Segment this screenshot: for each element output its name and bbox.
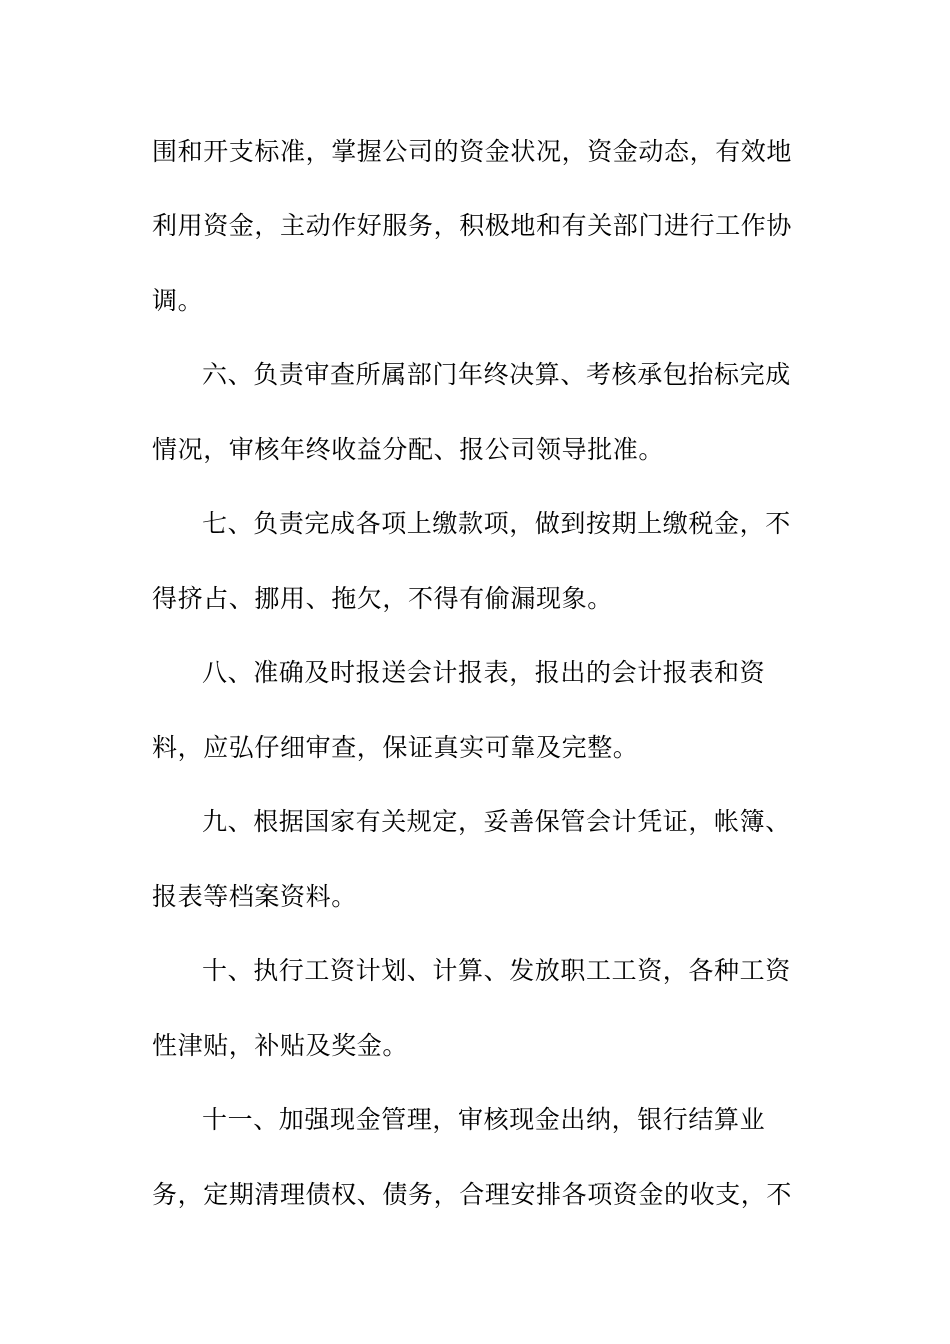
paragraph-10-line: 十、执行工资计划、计算、发放职工工资，各种工资	[202, 956, 791, 985]
paragraph-9-line: 九、根据国家有关规定，妥善保管会计凭证，帐簿、	[202, 807, 791, 836]
text-line: 报表等档案资料。	[152, 882, 357, 911]
paragraph-6-line: 六、负责审查所属部门年终决算、考核承包抬标完成	[202, 360, 791, 389]
text-line: 料，应弘仔细审查，保证真实可靠及完整。	[152, 733, 639, 762]
text-line: 性津贴，补贴及奖金。	[152, 1031, 409, 1060]
text-line: 务，定期清理债权、债务，合理安排各项资金的收支，不	[152, 1180, 793, 1209]
paragraph-11-line: 十一、加强现金管理，审核现金出纳，银行结算业	[202, 1105, 766, 1134]
text-line: 情况，审核年终收益分配、报公司领导批准。	[152, 435, 665, 464]
paragraph-7-line: 七、负责完成各项上缴款项，做到按期上缴税金，不	[202, 509, 791, 538]
text-line: 调。	[152, 286, 204, 315]
paragraph-8-line: 八、准确及时报送会计报表，报出的会计报表和资	[202, 658, 766, 687]
text-line: 利用资金，主动作好服务，积极地和有关部门进行工作协	[152, 211, 793, 240]
text-line: 得挤占、挪用、拖欠，不得有偷漏现象。	[152, 584, 613, 613]
text-line: 围和开支标准，掌握公司的资金状况，资金动态，有效地	[152, 137, 793, 166]
